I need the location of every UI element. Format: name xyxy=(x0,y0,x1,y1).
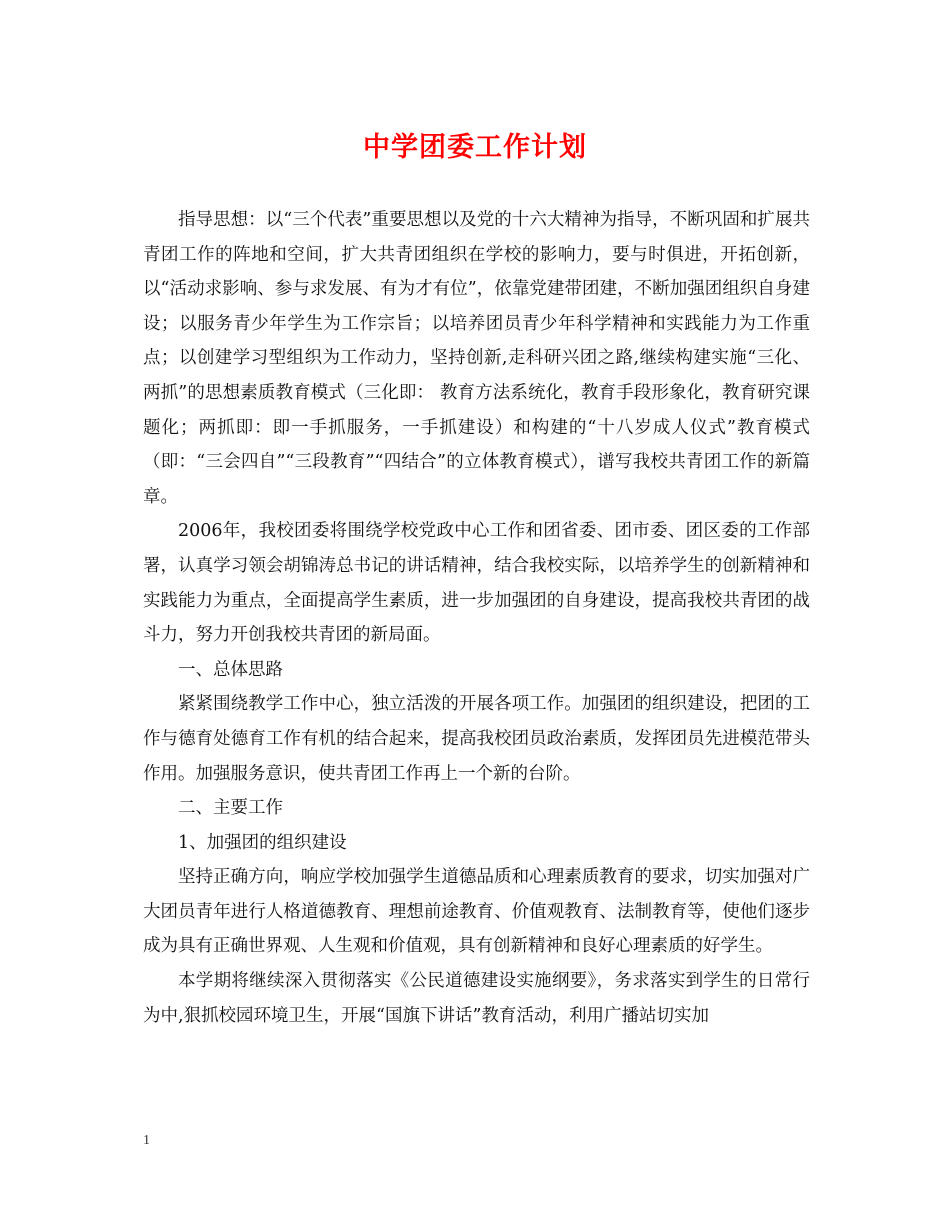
document-body xyxy=(143,203,810,1033)
paragraph-this-semester: 本学期将继续深入贯彻落实《公民道德建设实施纲要》，务求落实到学生的日常行为中,狠抓校园环境卫生，开展“国旗下讲话”教育活动，利用广播站切实加 xyxy=(143,971,810,1026)
document-title: 中学团委工作计划 xyxy=(363,132,587,163)
page-number: 1 xyxy=(143,1133,150,1148)
paragraph-guiding-ideology: 指导思想：以“三个代表”重要思想以及党的十六大精神为指导，不断巩固和扩展共青团工作的阵地和空间，扩大共青团组织在学校的影响力，要与时俱进，开拓创新，以“活动求影响、参与求发展、有为才有位”，依靠党建带团建，不断加强团组织自身建设；以服务青少年学生为工作宗旨；以培养团员青少年科学精神和实践能力为工作重点；以创建学习型组织为工作动力，坚持创新,走科研兴团之路,继续构建实施“三化、两抓”的思想素质教育模式（三化即： 教育方法系统化，教育手段形象化，教育研究课题化；两抓即：即一手抓服务，一手抓建设）和构建的“十八岁成人仪式”教育模式（即：“三会四自”“三段教育”“四结合”的立体教育模式），谱写我校共青团工作的新篇章。 xyxy=(143,210,810,507)
heading-main-work: 二、主要工作 xyxy=(178,798,283,819)
paragraph-overall-approach: 紧紧围绕教学工作中心，独立活泼的开展各项工作。加强团的组织建设，把团的工作与德育处德育工作有机的结合起来，提高我校团员政治素质，发挥团员先进模范带头作用。加强服务意识，使共青团工作再上一个新的台阶。 xyxy=(143,694,810,784)
paragraph-2006-plan: 2006年，我校团委将围绕学校党政中心工作和团省委、团市委、团区委的工作部署，认真学习领会胡锦涛总书记的讲话精神，结合我校实际，以培养学生的创新精神和实践能力为重点，全面提高学生素质，进一步加强团的自身建设，提高我校共青团的战斗力，努力开创我校共青团的新局面。 xyxy=(143,521,810,646)
paragraph-correct-direction: 坚持正确方向，响应学校加强学生道德品质和心理素质教育的要求，切实加强对广大团员青年进行人格道德教育、理想前途教育、价值观教育、法制教育等，使他们逐步成为具有正确世界观、人生观和价值观，具有创新精神和良好心理素质的好学生。 xyxy=(143,867,810,957)
subheading-organization-building: 1、加强团的组织建设 xyxy=(178,832,347,853)
heading-overall-approach: 一、总体思路 xyxy=(178,659,283,680)
